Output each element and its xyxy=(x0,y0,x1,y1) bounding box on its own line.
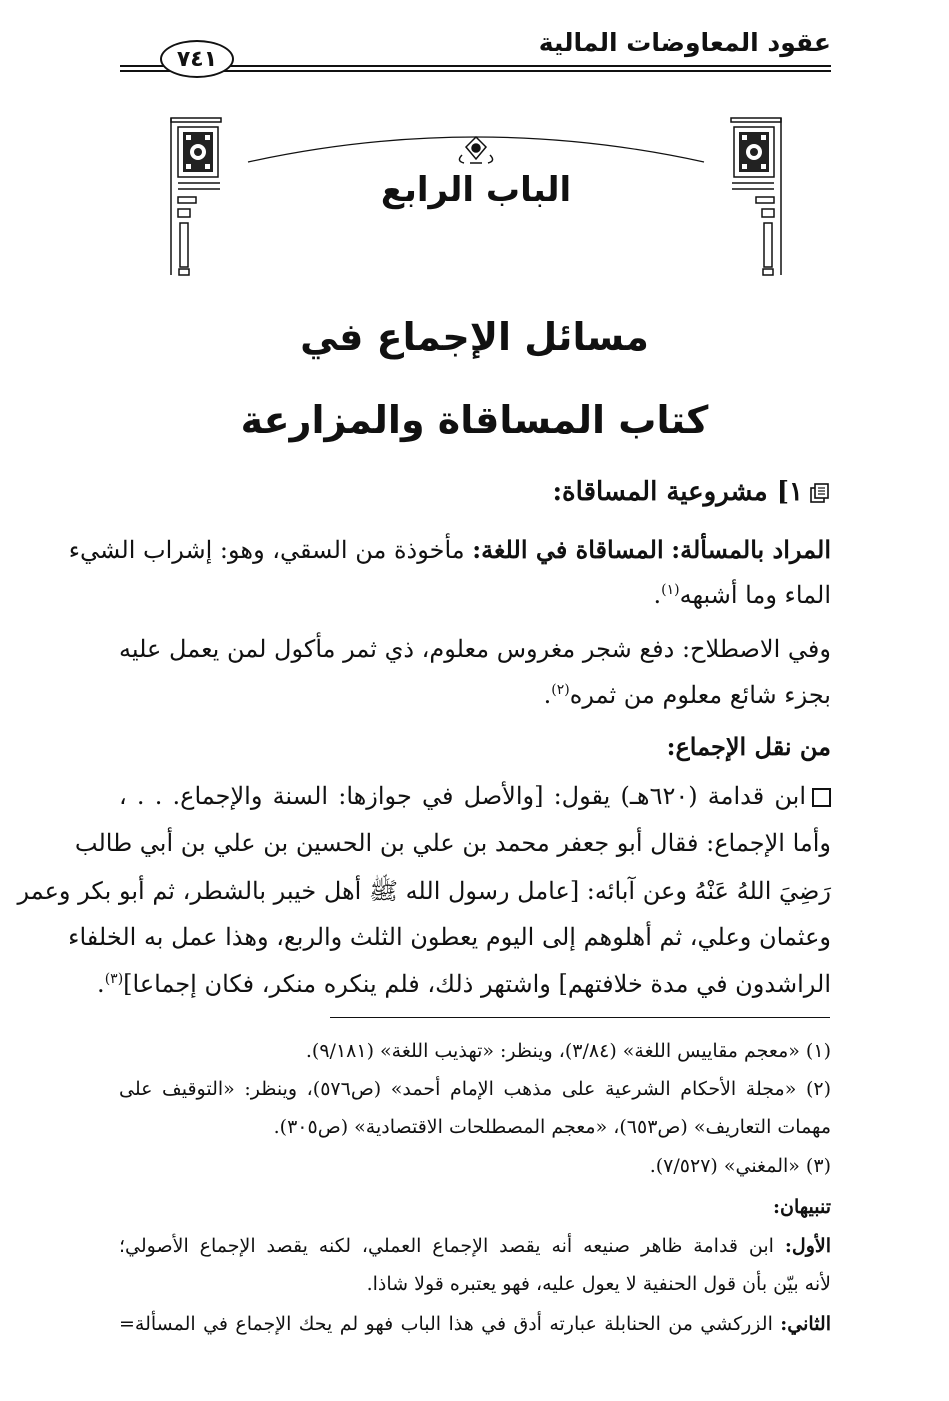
square-bullet-icon xyxy=(812,788,831,807)
section-heading xyxy=(552,477,831,507)
footnote-separator xyxy=(330,1017,830,1018)
quote-line4: وعثمان وعلي، ثم أهلوهم إلى اليوم يعطون الثلث والربع، وهذا عمل به الخلفاء xyxy=(68,923,831,951)
running-head-title: عقود المعاوضات المالية xyxy=(538,28,831,57)
page-number xyxy=(160,40,234,78)
page-number-text: ٧٤١ xyxy=(176,46,218,72)
footnote-ref-1[interactable]: (١) xyxy=(661,582,680,598)
center-ornament xyxy=(459,137,492,163)
quote-line5-text: الراشدون في مدة خلافتهم] واشتهر ذلك، فلم ينكره منكر، فكان إجماعا] xyxy=(123,970,831,998)
chapter-title: الباب الرابع xyxy=(380,170,572,210)
main-title-line1: مسائل الإجماع في xyxy=(300,315,649,359)
lang-label: المساقاة في اللغة: xyxy=(472,535,664,564)
quote-line1 xyxy=(119,782,831,810)
definition-label: المراد بالمسألة: xyxy=(671,535,831,564)
footnote-ref-3[interactable]: (٣) xyxy=(104,971,124,987)
definition-line2-text: الماء وما أشبهه xyxy=(679,581,831,609)
note-2-line1-text: الزركشي من الحنابلة عبارته أدق في هذا الباب فهو لم يحك الإجماع في المسألة= xyxy=(119,1313,773,1335)
document-stack-icon xyxy=(809,482,831,504)
footnote-2-line2: مهمات التعاريف» (ص٦٥٣)، «معجم المصطلحات الاقتصادية» (ص٣٠٥). xyxy=(273,1116,831,1138)
quote-line2: وأما الإجماع: فقال أبو جعفر محمد بن علي بن الحسين بن علي بن أبي طالب xyxy=(74,829,831,857)
quote-line1-text: ابن قدامة (٦٢٠هـ) يقول: [والأصل في جوازها: السنة والإجماع. . . ، xyxy=(119,782,806,810)
term-line2-text: بجزء شائع معلوم من ثمره xyxy=(569,681,831,709)
consensus-heading: من نقل الإجماع: xyxy=(666,732,831,761)
definition-line1 xyxy=(68,535,831,564)
note-1-line1 xyxy=(119,1235,831,1257)
footnote-2-line1: (٢) «مجلة الأحكام الشرعية على مذهب الإمام أحمد» (ص٥٧٦)، وينظر: «التوقيف على xyxy=(119,1078,831,1100)
quote-line5-end: . xyxy=(97,970,105,998)
term-line1: وفي الاصطلاح: دفع شجر مغروس معلوم، ذي ثمر مأكول لمن يعمل عليه xyxy=(119,635,831,663)
footnote-1: (١) «معجم مقاييس اللغة» (٣/٨٤)، وينظر: «تهذيب اللغة» (٩/١٨١). xyxy=(305,1040,831,1062)
quote-line3: رَضِيَ اللهُ عَنْهُ وعن آبائه: [عامل رسول الله ﷺ أهل خيبر بالشطر، ثم أبو بكر وعمر xyxy=(17,877,831,905)
definition-line2 xyxy=(119,581,831,609)
definition-text: مأخوذة من السقي، وهو: إشراب الشيء xyxy=(68,536,465,564)
quote-line5 xyxy=(97,970,831,998)
note-1-line1-text: ابن قدامة ظاهر صنيعه أنه يقصد الإجماع العملي، لكنه يقصد الإجماع الأصولي؛ xyxy=(119,1235,774,1257)
footnote-ref-2[interactable]: (٢) xyxy=(551,682,570,698)
main-title-line2: كتاب المساقاة والمزارعة xyxy=(240,398,709,442)
notes-heading: تنبيهان: xyxy=(772,1196,831,1218)
note-2-line1 xyxy=(119,1313,831,1335)
note-1-label: الأول: xyxy=(784,1235,831,1257)
term-line2-end: . xyxy=(543,681,552,709)
note-1-line2: لأنه بيّن بأن قول الحنفية لا يعول عليه، فهو يعتبره قولا شاذا. xyxy=(366,1273,831,1295)
footnote-3: (٣) «المغني» (٧/٥٢٧). xyxy=(649,1155,831,1177)
section-heading-text: ١] مشروعية المساقاة: xyxy=(552,477,803,507)
note-2-label: الثاني: xyxy=(780,1313,831,1335)
definition-line2-end: . xyxy=(653,581,662,609)
term-line2 xyxy=(119,681,831,709)
